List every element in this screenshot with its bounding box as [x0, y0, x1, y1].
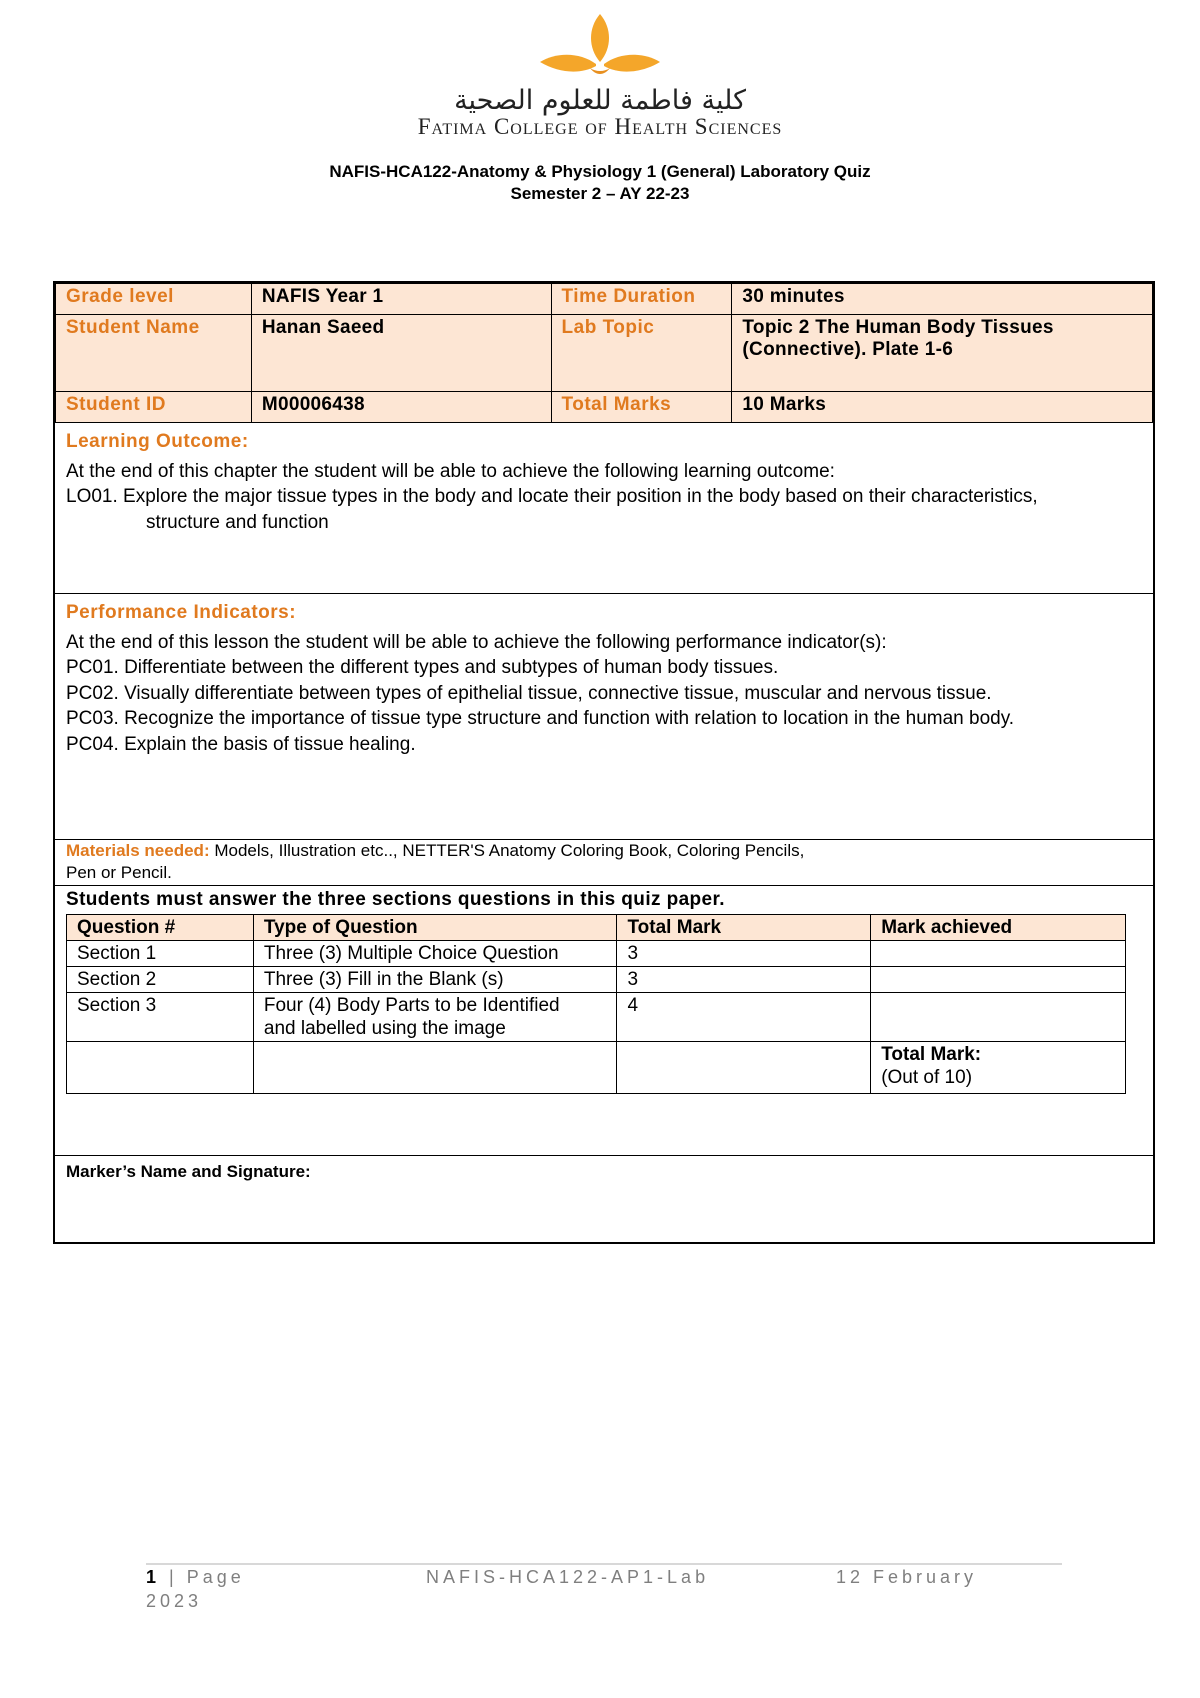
row-question: Section 2 [67, 967, 254, 993]
flower-logo-icon [530, 10, 670, 82]
info-row-3 [56, 392, 1153, 423]
row-mark: 3 [617, 941, 871, 967]
total-mark-label: Total Mark: [881, 1044, 982, 1065]
grade-level-value: NAFIS Year 1 [251, 284, 551, 315]
grade-level-label: Grade level [56, 284, 252, 315]
performance-item: PC02. Visually differentiate between types of epithelial tissue, connective tissue, muscular and nervous tissue. [66, 682, 992, 704]
lab-topic-value [732, 315, 1153, 392]
header-question: Question # [67, 915, 254, 941]
row-achieved [871, 967, 1126, 993]
total-marks-value: 10 Marks [732, 392, 1153, 423]
performance-heading: Performance Indicators: [66, 602, 297, 623]
header-mark-achieved: Mark achieved [871, 915, 1126, 941]
title-line-1: NAFIS-HCA122-Anatomy & Physiology 1 (General) Laboratory Quiz [329, 162, 871, 181]
row-mark: 4 [617, 993, 871, 1042]
document-title [0, 161, 1200, 205]
performance-section [55, 593, 1153, 839]
marker-label: Marker’s Name and Signature: [66, 1162, 311, 1181]
total-row-empty-1 [67, 1042, 254, 1094]
total-row-empty-3 [617, 1042, 871, 1094]
learning-outcome-lo01: LO01. Explore the major tissue types in the body and locate their position in the body based on their characteristics, [66, 486, 1038, 507]
student-id-value: M00006438 [251, 392, 551, 423]
marker-section [55, 1155, 1153, 1242]
materials-label: Materials needed: [66, 841, 210, 860]
table-row [67, 993, 1126, 1042]
sections-table [66, 914, 1126, 1094]
header-total-mark: Total Mark [617, 915, 871, 941]
row-type: Three (3) Multiple Choice Question [253, 941, 617, 967]
row-type [253, 993, 617, 1042]
total-marks-label: Total Marks [551, 392, 732, 423]
row-question: Section 3 [67, 993, 254, 1042]
row-achieved [871, 993, 1126, 1042]
row-type-line-1: Four (4) Body Parts to be Identified [263, 995, 560, 1016]
info-row-1 [56, 284, 1153, 315]
page-number: 1 [146, 1567, 161, 1587]
lab-topic-line-2: (Connective). Plate 1-6 [742, 339, 954, 360]
performance-item: PC03. Recognize the importance of tissue type structure and function with relation to location in the human body. [66, 708, 1015, 729]
total-mark-cell [871, 1042, 1126, 1094]
row-achieved [871, 941, 1126, 967]
quiz-frame [53, 281, 1155, 1244]
sections-header-row [67, 915, 1126, 941]
college-name-arabic: كلية فاطمة للعلوم الصحية [454, 85, 746, 116]
table-row [67, 941, 1126, 967]
student-name-label: Student Name [56, 315, 252, 392]
materials-line-1 [66, 840, 1142, 862]
row-mark: 3 [617, 967, 871, 993]
time-duration-label: Time Duration [551, 284, 732, 315]
total-mark-sub: (Out of 10) [881, 1067, 973, 1088]
page-footer [146, 1565, 1062, 1613]
materials-line-2: Pen or Pencil. [66, 863, 172, 882]
materials-section [55, 839, 1153, 885]
row-type: Three (3) Fill in the Blank (s) [253, 967, 617, 993]
college-logo [0, 10, 1200, 82]
student-name-value: Hanan Saeed [251, 315, 551, 392]
row-type-line-2: and labelled using the image [263, 1018, 506, 1039]
row-question: Section 1 [67, 941, 254, 967]
performance-item: PC04. Explain the basis of tissue healing. [66, 733, 416, 755]
info-row-2 [56, 315, 1153, 392]
learning-outcome-intro: At the end of this chapter the student will be able to achieve the following learning outcome: [66, 460, 835, 482]
learning-outcome-lo01-cont: structure and function [146, 511, 329, 533]
performance-intro: At the end of this lesson the student will be able to achieve the following performance indicator(s): [66, 631, 887, 653]
footer-date: 12 February [836, 1567, 978, 1587]
header-type: Type of Question [253, 915, 617, 941]
info-table [55, 283, 1153, 423]
footer-year: 2023 [146, 1591, 203, 1611]
footer-course: NAFIS-HCA122-AP1-Lab [426, 1567, 710, 1587]
title-line-2: Semester 2 – AY 22-23 [510, 184, 690, 203]
lab-topic-label: Lab Topic [551, 315, 732, 392]
time-duration-value: 30 minutes [732, 284, 1153, 315]
performance-item: PC01. Differentiate between the different types and subtypes of human body tissues. [66, 657, 779, 678]
page-word: | Page [160, 1567, 245, 1587]
lab-topic-line-1: Topic 2 The Human Body Tissues [742, 317, 1054, 338]
footer-line-1 [146, 1565, 1062, 1589]
learning-outcome-heading: Learning Outcome: [66, 431, 249, 452]
table-row [67, 967, 1126, 993]
materials-text: Models, Illustration etc.., NETTER'S Anatomy Coloring Book, Coloring Pencils, [214, 841, 805, 860]
total-row [67, 1042, 1126, 1094]
total-row-empty-2 [253, 1042, 617, 1094]
sections-instruction: Students must answer the three sections questions in this quiz paper. [66, 889, 725, 910]
learning-outcome-section [55, 422, 1153, 593]
student-id-label: Student ID [56, 392, 252, 423]
college-name-english: Fatima College of Health Sciences [417, 114, 783, 139]
